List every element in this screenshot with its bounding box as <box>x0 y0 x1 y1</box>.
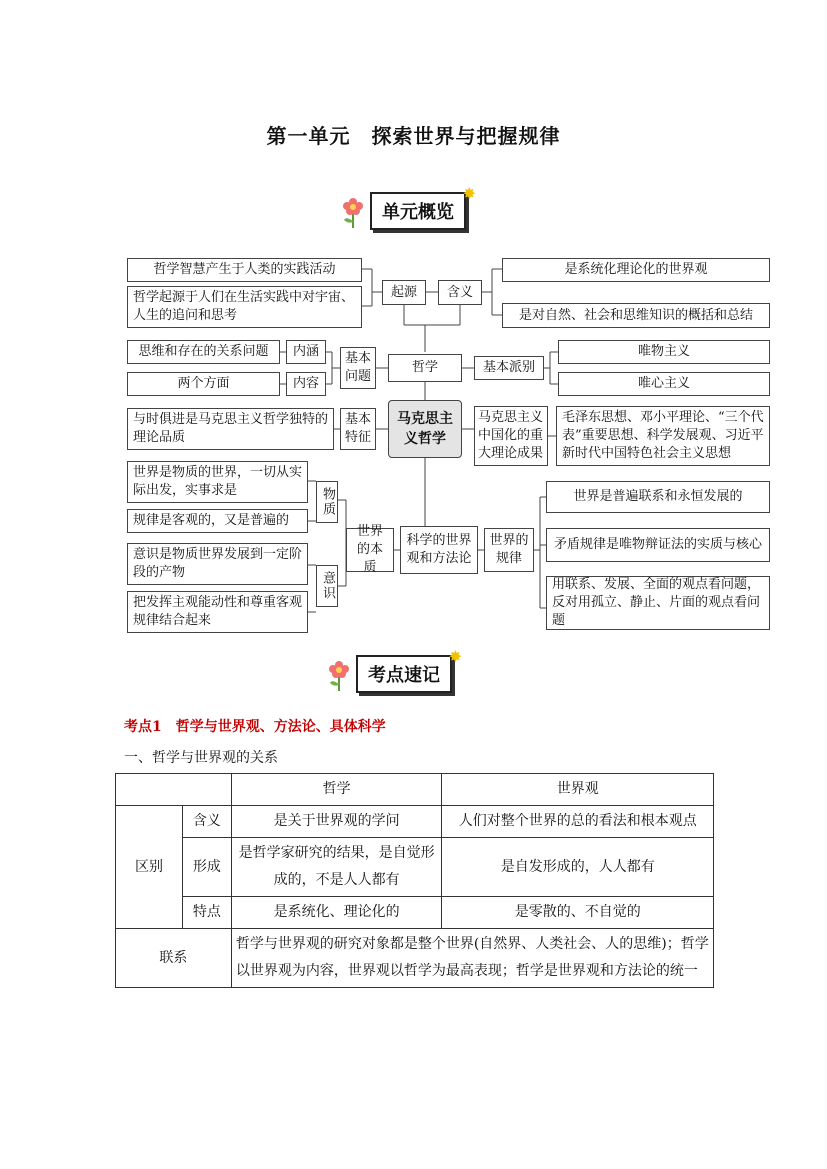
law-box-2: 矛盾规律是唯物辩证法的实质与核心 <box>546 528 770 562</box>
star-icon: ✸ <box>448 647 462 666</box>
row-label: 联系 <box>116 929 232 988</box>
world-essence-node: 世界的本质 <box>346 528 394 572</box>
table-row <box>116 838 714 897</box>
row-label: 含义 <box>182 806 231 838</box>
row-label: 形成 <box>182 838 231 897</box>
row-label: 特点 <box>182 897 231 929</box>
meaning-node: 含义 <box>438 280 482 305</box>
matter-node: 物质 <box>316 481 338 523</box>
table-cell: 是系统化、理论化的 <box>231 897 442 929</box>
keypoints-label: 考点速记 ✸ <box>356 655 452 693</box>
table-cell: 是哲学家研究的结果，是自觉形成的，不是人人都有 <box>231 838 442 897</box>
star-icon: ✸ <box>462 184 476 203</box>
origin-box-2: 哲学起源于人们在生活实践中对宇宙、人生的追问和思考 <box>127 286 362 328</box>
basic-question-node: 基本问题 <box>340 347 376 389</box>
table-row <box>116 929 714 988</box>
sinicized-node: 马克思主义中国化的重大理论成果 <box>474 406 548 466</box>
materialism-box: 唯物主义 <box>558 340 770 364</box>
connotation-node: 内涵 <box>286 340 326 364</box>
table-row <box>116 897 714 929</box>
consciousness-box-2: 把发挥主观能动性和尊重客观规律结合起来 <box>127 591 308 633</box>
subsection-title: 一、哲学与世界观的关系 <box>124 750 278 766</box>
matter-box-1: 世界是物质的世界，一切从实际出发，实事求是 <box>127 461 308 503</box>
table-cell: 是零散的、不自觉的 <box>442 897 714 929</box>
keypoints-badge <box>326 647 462 692</box>
table-cell: 是自发形成的，人人都有 <box>442 838 714 897</box>
page-title: 第一单元 探索世界与把握规律 <box>266 124 561 148</box>
content-text: 两个方面 <box>127 372 280 396</box>
basic-schools-node: 基本派别 <box>474 356 544 380</box>
table-cell: 是关于世界观的学问 <box>231 806 442 838</box>
worldview-methodology-node: 科学的世界观和方法论 <box>400 526 478 574</box>
table-cell: 人们对整个世界的总的看法和根本观点 <box>442 806 714 838</box>
comparison-table <box>115 773 714 988</box>
meaning-box-2: 是对自然、社会和思维知识的概括和总结 <box>502 303 770 328</box>
meaning-box-1: 是系统化理论化的世界观 <box>502 258 770 282</box>
marxist-philosophy-core: 马克思主义哲学 <box>388 400 462 458</box>
matter-box-2: 规律是客观的，又是普遍的 <box>127 509 308 533</box>
sinicized-text: 毛泽东思想、邓小平理论、“三个代表”重要思想、科学发展观、习近平新时代中国特色社会主义思想 <box>556 406 770 466</box>
consciousness-box-1: 意识是物质世界发展到一定阶段的产物 <box>127 543 308 585</box>
table-header: 世界观 <box>442 774 714 806</box>
section-title: 考点1 哲学与世界观、方法论、具体科学 <box>124 719 386 735</box>
idealism-box: 唯心主义 <box>558 372 770 396</box>
table-header: 哲学 <box>231 774 442 806</box>
world-law-node: 世界的规律 <box>484 528 534 572</box>
overview-label: 单元概览 ✸ <box>370 192 466 230</box>
consciousness-node: 意识 <box>316 565 338 607</box>
table-row <box>116 806 714 838</box>
law-box-3: 用联系、发展、全面的观点看问题，反对用孤立、静止、片面的观点看问题 <box>546 576 770 630</box>
table-header-row <box>116 774 714 806</box>
connotation-text: 思维和存在的关系问题 <box>127 340 280 364</box>
group-label: 区别 <box>116 806 183 929</box>
philosophy-node: 哲学 <box>388 354 462 382</box>
table-corner-cell <box>116 774 232 806</box>
law-box-1: 世界是普遍联系和永恒发展的 <box>546 481 770 513</box>
trait-node: 基本特征 <box>340 408 376 450</box>
trait-text: 与时俱进是马克思主义哲学独特的理论品质 <box>127 408 334 450</box>
origin-node: 起源 <box>382 280 426 305</box>
origin-box-1: 哲学智慧产生于人类的实践活动 <box>127 258 362 282</box>
table-cell: 哲学与世界观的研究对象都是整个世界(自然界、人类社会、人的思维)；哲学以世界观为内容，世界观以哲学为最高表现；哲学是世界观和方法论的统一 <box>231 929 713 988</box>
flower-icon <box>326 657 352 691</box>
content-node: 内容 <box>286 372 326 396</box>
